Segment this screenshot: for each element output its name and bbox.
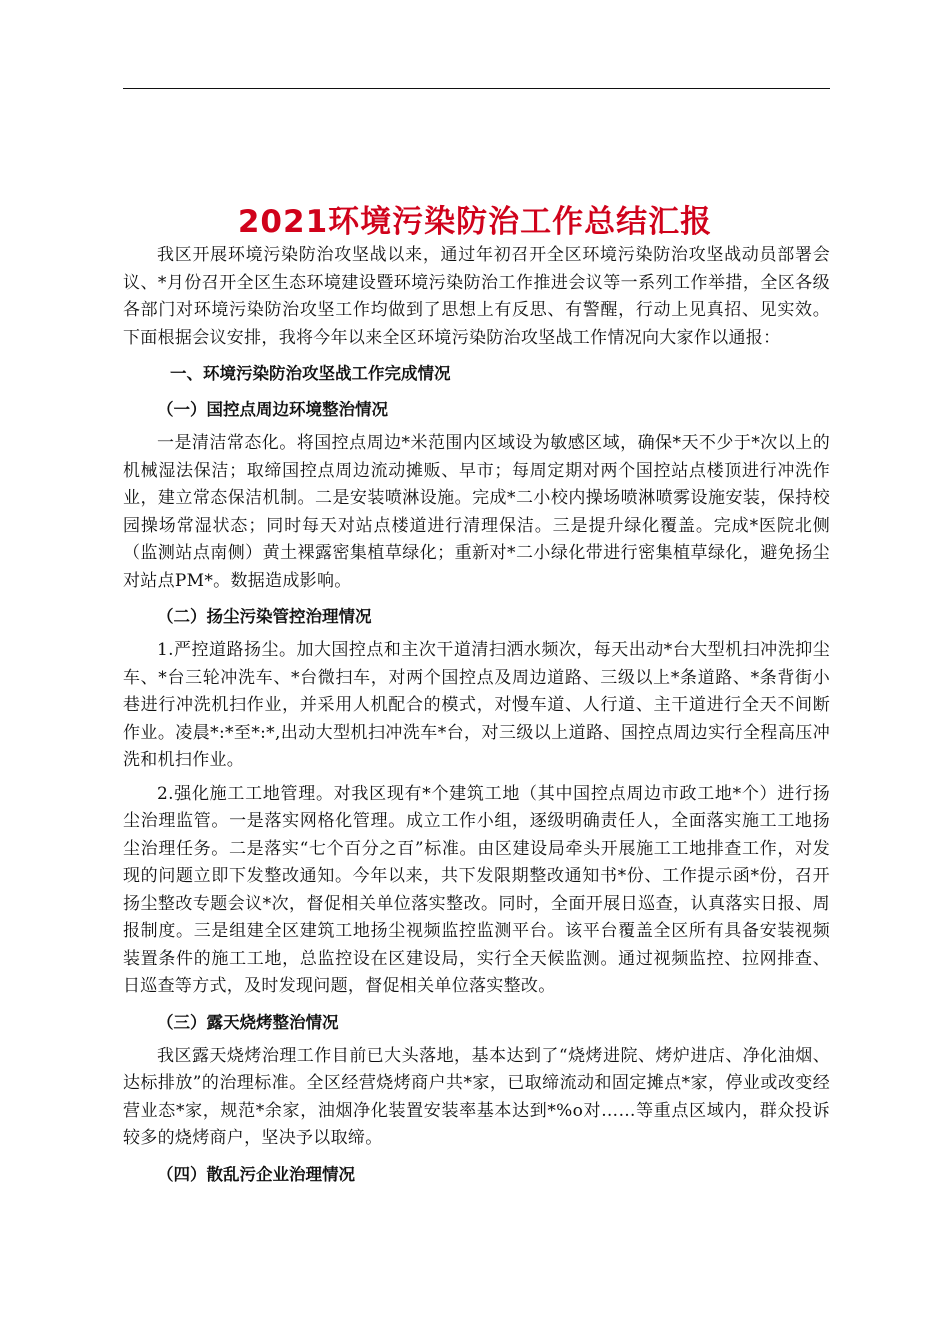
subsection-heading: （一）国控点周边环境整治情况 bbox=[157, 400, 388, 419]
subsection-heading: （四）散乱污企业治理情况 bbox=[157, 1164, 355, 1184]
document-title: 2021环境污染防治工作总结汇报 bbox=[237, 204, 713, 240]
intro-paragraph: 我区开展环境污染防治攻坚战以来，通过年初召开全区环境污染防治攻坚战动员部署会议、*月份召开全区生态环境建设暨环境污染防治工作推进会议等一系列工作举措，全区各级各部门对环境污染防治攻坚工作均做到了思想上有反思、有警醒，行动上见真招、见实效。下面根据会议安排，我将今年以来全区环境污染防治攻坚战工作情况向大家作以通报： bbox=[123, 245, 830, 348]
paragraph: 一是清洁常态化。将国控点周边*米范围内区域设为敏感区域，确保*天不少于*次以上的机械湿法保洁；取缔国控点周边流动摊贩、早市；每周定期对两个国控站点楼顶进行冲洗作业，建立常态保洁机制。二是安装喷淋设施。完成*二小校内操场喷淋喷雾设施安装，保持校园操场常湿状态；同时每天对站点楼道进行清理保洁。三是提升绿化覆盖。完成*医院北侧（监测站点南侧）黄土裸露密集植草绿化；重新对*二小绿化带进行密集植草绿化，避免扬尘对站点PM*。数据造成影响。 bbox=[123, 433, 830, 591]
section-heading: 一、环境污染防治攻坚战工作完成情况 bbox=[170, 364, 451, 383]
paragraph: 2.强化施工工地管理。对我区现有*个建筑工地（其中国控点周边市政工地*个）进行扬尘治理监管。一是落实网格化管理。成立工作小组，逐级明确责任人，全面落实施工工地扬尘治理任务。二是落实“七个百分之百”标准。由区建设局牵头开展施工工地排查工作，对发现的问题立即下发整改通知。今年以来，共下发限期整改通知书*份、工作提示函*份，召开扬尘整改专题会议*次，督促相关单位落实整改。同时，全面开展日巡查，认真落实日报、周报制度。三是组建全区建筑工地扬尘视频监控监测平台。该平台覆盖全区所有具备安装视频装置条件的施工工地，总监控设在区建设局，实行全天候监测。通过视频监控、拉网排查、日巡查等方式，及时发现问题，督促相关单位落实整改。 bbox=[123, 783, 830, 996]
paragraph: 我区露天烧烤治理工作目前已大头落地，基本达到了“烧烤进院、烤炉进店、净化油烟、达标排放”的治理标准。全区经营烧烤商户共*家，已取缔流动和固定摊点*家，停业或改变经营业态*家，规范*余家，油烟净化装置安装率基本达到*%o对……等重点区域内，群众投诉较多的烧烤商户，坚决予以取缔。 bbox=[123, 1045, 830, 1148]
subsection-heading: （二）扬尘污染管控治理情况 bbox=[157, 607, 372, 626]
subsection-heading: （三）露天烧烤整治情况 bbox=[157, 1012, 339, 1032]
document-body bbox=[123, 242, 830, 1195]
header-rule bbox=[123, 88, 830, 89]
paragraph: 1.严控道路扬尘。加大国控点和主次干道清扫洒水频次，每天出动*台大型机扫冲洗抑尘车、*台三轮冲洗车、*台微扫车，对两个国控点及周边道路、三级以上*条道路、*条背街小巷进行冲洗机扫作业，并采用人机配合的模式，对慢车道、人行道、主干道进行全天不间断作业。凌晨*:*至*:*,出动大型机扫冲洗车*台，对三级以上道路、国控点周边实行全程高压冲洗和机扫作业。 bbox=[123, 640, 830, 770]
